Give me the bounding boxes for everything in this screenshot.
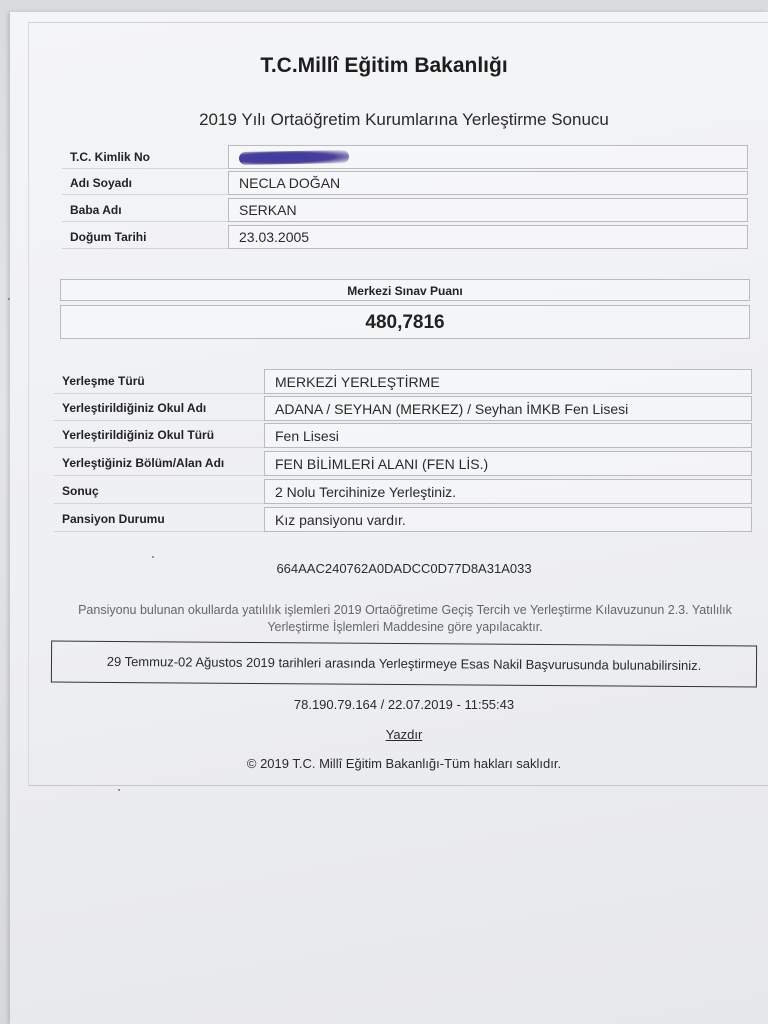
score-value: 480,7816 xyxy=(60,305,750,339)
speck xyxy=(118,789,120,791)
placement-row-school-type xyxy=(54,423,752,448)
redaction-mark xyxy=(239,150,349,165)
department-label: Yerleştiğiniz Bölüm/Alan Adı xyxy=(54,451,264,476)
school-name-value: ADANA / SEYHAN (MERKEZ) / Seyhan İMKB Fen Lisesi xyxy=(264,396,752,421)
transfer-notice-box: 29 Temmuz-02 Ağustos 2019 tarihleri arasında Yerleştirmeye Esas Nakil Başvurusunda bulunabilirsiniz. xyxy=(51,641,757,688)
birth-date-label: Doğum Tarihi xyxy=(62,225,228,249)
father-name-label: Baba Adı xyxy=(62,198,228,222)
name-label: Adı Soyadı xyxy=(62,171,228,195)
dormitory-label: Pansiyon Durumu xyxy=(54,507,264,532)
father-name-value: SERKAN xyxy=(228,198,748,222)
school-name-label: Yerleştirildiğiniz Okul Adı xyxy=(54,396,264,421)
dormitory-value: Kız pansiyonu vardır. xyxy=(264,507,752,532)
school-type-label: Yerleştirildiğiniz Okul Türü xyxy=(54,423,264,448)
tc-value xyxy=(228,145,748,169)
personal-row-name xyxy=(62,171,748,195)
copyright-text: © 2019 T.C. Millî Eğitim Bakanlığı-Tüm hakları saklıdır. xyxy=(246,756,562,771)
dormitory-note: Pansiyonu bulunan okullarda yatılılık işlemleri 2019 Ortaöğretime Geçiş Tercih ve Yerleştirme Kılavuzunun 2.3. Yatılılık Yerleştirme İşlemleri Maddesine göre yapılacaktır. xyxy=(78,603,732,634)
placement-row-school xyxy=(54,396,752,421)
verification-code: 664AAC240762A0DADCC0D77D8A31A033 xyxy=(276,561,532,576)
birth-date-value: 23.03.2005 xyxy=(228,225,748,249)
placement-row-dormitory xyxy=(54,507,752,532)
placement-row-department xyxy=(54,451,752,476)
department-value: FEN BİLİMLERİ ALANI (FEN LİS.) xyxy=(264,451,752,476)
speck xyxy=(8,298,10,300)
placement-type-value: MERKEZİ YERLEŞTİRME xyxy=(264,369,752,394)
tc-label: T.C. Kimlik No xyxy=(62,145,228,169)
personal-row-birth xyxy=(62,225,748,249)
personal-row-tc xyxy=(62,145,748,169)
result-label: Sonuç xyxy=(54,479,264,504)
page-subtitle: 2019 Yılı Ortaöğretim Kurumlarına Yerleştirme Sonucu xyxy=(199,110,609,129)
ip-timestamp: 78.190.79.164 / 22.07.2019 - 11:55:43 xyxy=(293,697,515,712)
result-value: 2 Nolu Tercihinize Yerleştiniz. xyxy=(264,479,752,504)
placement-row-type xyxy=(54,369,752,394)
name-value: NECLA DOĞAN xyxy=(228,171,748,195)
personal-row-father xyxy=(62,198,748,222)
page-title: T.C.Millî Eğitim Bakanlığı xyxy=(260,54,508,77)
speck xyxy=(152,556,154,558)
score-label: Merkezi Sınav Puanı xyxy=(60,279,750,301)
print-link[interactable]: Yazdır xyxy=(385,727,423,742)
placement-row-result xyxy=(54,479,752,504)
placement-type-label: Yerleşme Türü xyxy=(54,369,264,394)
school-type-value: Fen Lisesi xyxy=(264,423,752,448)
